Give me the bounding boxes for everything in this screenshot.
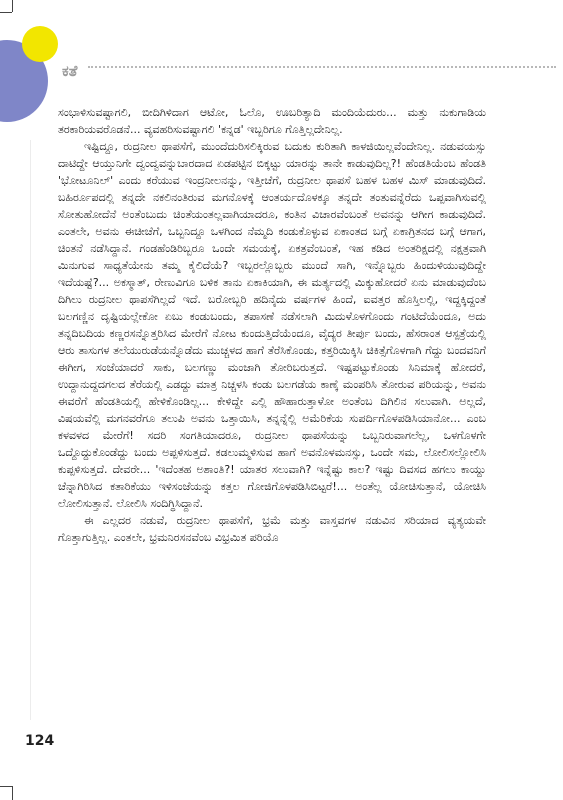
story-body: [58, 104, 486, 546]
paragraph: ಇಷ್ಟಿದ್ದೂ, ರುದ್ರನೀಲ ಥಾಪಸೆಗೆ, ಮುಂದೆದುರಿಸಲಿಕ್ಕಿರುವ ಬದುಕು ಕುರಿತಾಗಿ ಕಾಳಜಿಯಿಲ್ಲವೆಂದೇನಿಲ್ಲ. ನಡುವಯಸ್ಸು ದಾಟಿದ್ದೇ ಆಯ್ತುನಿಗೇ ದ್ವಂದ್ವವನ್ನುಬಾರದಾದ ಏಡಪಟ್ಟಿನ ಬಿಕ್ಕಟ್ಟು ಯಾರನ್ನು ತಾನೇ ಕಾಡುವುದಿಲ್ಲ?! ಹೆಂಡತಿಯೆಂಬ ಹೆಂಡತಿ 'ಭೋಟೂನಿಲ್' ಎಂದು ಕರೆಯುವ ಇಂದ್ರನೀಲನನ್ನು, ಇತ್ತೀಚೆಗೆ, ರುದ್ರನೀಲ ಥಾಪಸೆ ಬಹಳ ಬಹಳ ಮಿಸ್ ಮಾಡುವುದಿದೆ. ಬಹಿರ್ರೂಪದಲ್ಲಿ ತನ್ನದೇ ನಕಲಿನಂತಿರುವ ಮಗನೊಳಕ್ಕೆ ಆಂತರ್ಯದೊಳಕ್ಕೂ ತನ್ನದೇ ತಂತುವನ್ನೆರೆದು ಒಪ್ಪವಾಗಿಸುವಲ್ಲಿ ಸೋತುಹೋದೆನೆ ಅಂತೆಂಬುದು ಚಿಂತೆಯಂತಲ್ಲವಾಗಿಯಾದರೂ, ಕಂತಿನ ವಿಚಾರವೆಂಬಂತೆ ಅವನನ್ನು ಆಗೀಗ ಕಾಡುವುದಿದೆ. ಎಂತಲೇ, ಅವನು ಈಚೀಚೆಗೆ, ಒಬ್ಬನಿದ್ದೂ ಒಳಗಿಂದ ನೆಮ್ಮದಿ ಕಂಡುಕೊಳ್ಳುವ ಏಕಾಂತದ ಬಗ್ಗೆ ಏಕಾಗ್ರಿತನದ ಬಗ್ಗೆ ಆಗಾಗ, ಚಿಂತನೆ ನಡೆಸಿದ್ದಾನೆ. ಗಂಡಹೆಂಡಿರಿಬ್ಬರೂ ಒಂದೇ ಸಮಯಕ್ಕೆ, ಏಕತ್ರವೆಂಬಂತೆ, ಇಹ ಕಡಿದ ಅಂತರಿಕ್ಷದಲ್ಲಿ ನಕ್ಷತ್ರವಾಗಿ ಮಿನುಗುವ ಸಾಧ್ಯತೆಯೇನು ತಮ್ಮ ಕೈಲಿದೆಯೆ? ಇಬ್ಬರಲ್ಲೊಬ್ಬರು ಮುಂದೆ ಸಾಗಿ, ಇನ್ನೊಬ್ಬರು ಹಿಂದುಳಿಯುವುದಿದ್ದೇ ಇದೆಯಷ್ಟೆ?... ಅಕಸ್ಮಾತ್, ರೇಣುವಿಗೂ ಬಳಿಕ ತಾನು ಏಕಾಕಿಯಾಗಿ, ಈ ಮರ್ತ್ಯದಲ್ಲಿ ಮಿಕ್ಕುಹೋದರೆ ಏನು ಮಾಡುವುದೆಂಬ ದಿಗಿಲು ರುದ್ರನೀಲ ಥಾಪಸೆಗಿಲ್ಲದೆ ಇದೆ. ಬರೋಬ್ಬರಿ ಹದಿನೈದು ವರ್ಷಗಳ ಹಿಂದೆ, ಐವತ್ತರ ಹೊಸ್ತಿಲಲ್ಲಿ, ಇದ್ದಕ್ಕಿದ್ದಂತೆ ಬಲಗಣ್ಣಿನ ದೃಷ್ಟಿಯಲ್ಲೇಕೋ ಏಬು ಕಂಡುಬಂದು, ತಪಾಸಣೆ ನಡೆಸಲಾಗಿ ಮಿದುಳೊಳಗೊಂದು ಗಂಟಿದೆಯೆಂದೂ, ಅದು ತನ್ನದಿಬದಿಯ ಕಣ್ಣರಸನ್ನೊತ್ತರಿಸಿದ ಮೇರೆಗೆ ನೋಟ ಕುಂದುತ್ತಿದೆಯೆಂದೂ, ವೈದ್ಯರ ತೀರ್ಪು ಬಂದು, ಹೆಸರಾಂತ ಆಸ್ಪತ್ರೆಯಲ್ಲಿ ಆರು ತಾಸುಗಳ ತಲೆಯುರುಡೆಯನ್ನೊಡೆದು ಮುಚ್ಚಳದ ಹಾಗೆ ತೆರೆಸಿಕೊಂಡು, ಕತ್ತರಿಯಿಕ್ಕಿಸಿ ಚಿಕಿತ್ಸೆಗೊಳಗಾಗಿ ಗೆದ್ದು ಬಂದವನಿಗೆ ಈಗೀಗ, ಸಂಜೆಯಾದರೆ ಸಾಕು, ಬಲಗಣ್ಣು ಮಂಜಾಗಿ ತೋರಿಬರುತ್ತದೆ. ಇಷ್ಟಪಟ್ಟುಕೊಂಡು ಸಿನಿಮಾಕ್ಕೆ ಹೋದರೆ, ಉದ್ದಾನುದ್ದದಗಲದ ತೆರೆಯಲ್ಲಿ ಎಡದ್ದು ಮಾತ್ರ ನಿಚ್ಚಳಸಿ ಕಂಡು ಬಲಗಡೆಯ ಕಾಣ್ಕೆ ಮಂಪರಿಸಿ ತೋರುವ ಪರಿಯನ್ನು, ಅವನು ಈವರೆಗೆ ಹೆಂಡತಿಯಲ್ಲಿ ಹೇಳಿಕೊಂಡಿಲ್ಲ... ಕೇಳಿದ್ದೇ ಎಲ್ಲಿ ಹೌಹಾರುತ್ತಾಳೋ ಅಂತೆಂಬ ದಿಗಿಲಿನ ಸಲುವಾಗಿ. ಅಲ್ಲದೆ, ವಿಷಯವೆಲ್ಲಿ ಮಗನವರೆಗೂ ತಲುಪಿ ಅವನು ಒತ್ತಾಯಿಸಿ, ತನ್ನನ್ನೆಲ್ಲಿ ಅಮೆರಿಕೆಯ ಸುಪರ್ದಿಗೊಳಪಡಿಸಿಯಾನೋ... ಎಂಬ ಕಳವಳದ ಮೇರೆಗೆ! ಸದರಿ ಸಂಗತಿಯಾದರೂ, ರುದ್ರನೀಲ ಥಾಪಸೆಯನ್ನು ಒಬ್ಬನಿರುವಾಗಲೆಲ್ಲ, ಒಳಗೊಳಗೇ ಒದ್ದೊದ್ದುಕೊಂಡೆದ್ದು ಬಂದು ಅಪ್ಪಳಿಸುತ್ತದೆ. ಕಡಲುಮ್ಮಳಿಸುವ ಹಾಗೆ ಅವನೊಳಮನಸ್ಸು, ಒಂದೇ ಸಮ, ಲೋಲಿಸಲ್ಲೋಲಿಸಿ ಕುಪ್ಪಳಿಸುತ್ತದೆ. ದೇವರೇ... 'ಇದೆಂತಹ ಅಶಾಂತಿ?! ಯಾತರ ಸಲುವಾಗಿ? ಇನ್ನೆಷ್ಟು ಕಾಲ? ಇಷ್ಟು ದಿವಸದ ಹಗಲು ಕಾಯ್ದು ಚೆನ್ನಾಗಿರಿಸಿದ ಕತಾರಿಕೆಯು ಇಳಿಸಂಜೆಯನ್ನು ಕತ್ತಲ ಗೋಜಿಗೊಳಪಡಿಸಿಬಿಟ್ಟರೆ!... ಅಂತೆಲ್ಲ ಯೋಚಿಸುತ್ತಾನೆ, ಯೋಚಿಸಿ ಲೋಲಿಸುತ್ತಾನೆ. ಲೋಲಿಸಿ ಸಂದಿಗ್ಧಿಸಿದ್ದಾನೆ.: [58, 140, 486, 510]
crop-mark-top: [0, 12, 12, 13]
margin-guide: [30, 140, 31, 720]
section-label: ಕತೆ: [62, 62, 78, 80]
paragraph: ಸಂಭಾಳಿಸುವಷ್ಟಾಗಲಿ, ಬೀದಿಗಿಳಿದಾಗ ಆಟೋ, ಓಲೊ, ಊಬರಿತ್ಯಾದಿ ಮಂದಿಯೆದುರು... ಮತ್ತು ನುಕುಗಾಡಿಯ ತರಕಾರಿಯವರೊಡನೆ... ವ್ಯವಹರಿಸುವಷ್ಟಾಗಲಿ 'ಕನ್ನಡ' ಇಬ್ಬರಿಗೂ ಗೊತ್ತಿಲ್ಲದೇನಿಲ್ಲ.: [58, 106, 486, 136]
dotted-header-rule: [88, 66, 556, 68]
crop-mark-bottom-vertical: [12, 786, 13, 800]
crop-mark-top-vertical: [12, 0, 13, 12]
page-number: 124: [25, 733, 55, 749]
crop-mark-bottom: [0, 786, 12, 787]
paragraph: ಈ ಎಲ್ಲದರ ನಡುವೆ, ರುದ್ರನೀಲ ಥಾಪಸೆಗೆ, ಭ್ರಮೆ ಮತ್ತು ವಾಸ್ತವಗಳ ನಡುವಿನ ಸರಿಯಾದ ವ್ಯತ್ಯಯವೇ ಗೊತ್ತಾಗುತ್ತಿಲ್ಲ. ಎಂತಲೇ, ಭ್ರಮನಿರಸನವೆಂಬ ವಿಭ್ರಮಿತ ಪರಿಯೊ: [58, 514, 486, 544]
decorative-yellow-circle: [22, 26, 58, 62]
